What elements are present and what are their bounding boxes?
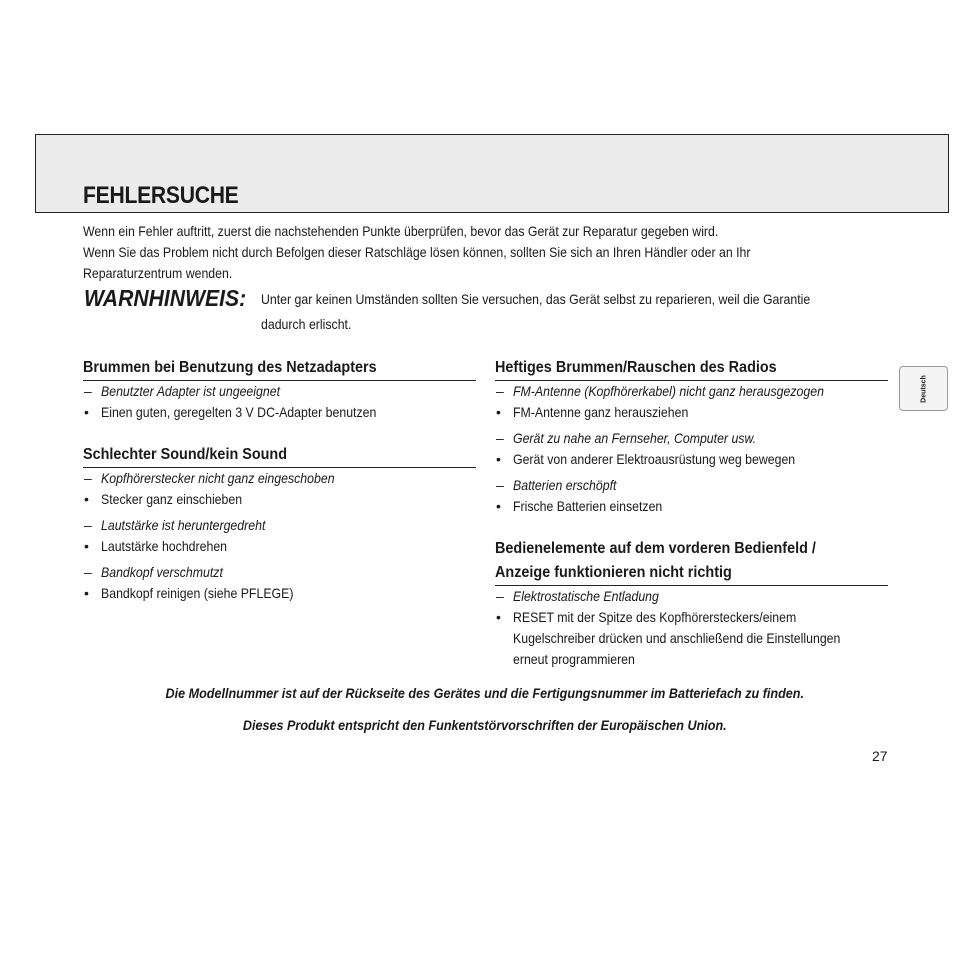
section-heading: Bedienelemente auf dem vorderen Bedienfeld / Anzeige funktionieren nicht richtig: [495, 537, 888, 586]
section-heading: Schlechter Sound/kein Sound: [83, 443, 476, 468]
intro-line-1: Wenn ein Fehler auftritt, zuerst die nachstehenden Punkte überprüfen, bevor das Gerät zur Reparatur gegeben wird.: [83, 223, 719, 239]
section-netzadapter: [83, 356, 476, 423]
fix-item: • Frische Batterien einsetzen: [496, 498, 663, 514]
eu-compliance-note: Dieses Produkt entspricht den Funkentstörvorschriften der Europäischen Union.: [242, 717, 727, 733]
page-number: 27: [872, 748, 888, 764]
warning-label: WARNHINWEIS:: [84, 285, 247, 311]
intro-line-3: Reparaturzentrum wenden.: [83, 265, 233, 281]
cause-item: – Gerät zu nahe an Fernseher, Computer usw.: [496, 430, 757, 446]
fix-item-continued: erneut programmieren: [513, 651, 635, 667]
cause-item: – Kopfhörerstecker nicht ganz eingeschoben: [84, 470, 335, 486]
fix-item-continued: Kugelschreiber drücken und anschließend die Einstellungen: [513, 630, 841, 646]
fix-item: • FM-Antenne ganz herausziehen: [496, 404, 689, 420]
warning-text-line-1: Unter gar keinen Umständen sollten Sie versuchen, das Gerät selbst zu reparieren, weil die Garantie: [261, 291, 811, 307]
cause-item: – Benutzter Adapter ist ungeeignet: [84, 383, 280, 399]
language-tab: Deutsch: [899, 366, 948, 411]
section-sound: [83, 443, 476, 604]
cause-item: – Bandkopf verschmutzt: [84, 564, 223, 580]
fix-item: • Gerät von anderer Elektroausrüstung weg bewegen: [496, 451, 796, 467]
section-radio: [495, 356, 888, 517]
cause-item: – Batterien erschöpft: [496, 477, 617, 493]
model-number-note: Die Modellnummer ist auf der Rückseite des Gerätes und die Fertigungsnummer im Batteriefach zu finden.: [165, 685, 804, 701]
fix-item: • RESET mit der Spitze des Kopfhörersteckers/einem: [496, 609, 797, 625]
section-heading: Brummen bei Benutzung des Netzadapters: [83, 356, 476, 381]
right-column: [495, 356, 888, 690]
intro-line-2: Wenn Sie das Problem nicht durch Befolgen dieser Ratschläge lösen können, sollten Sie sich an Ihren Händler oder an Ihr: [83, 244, 751, 260]
fix-item: • Stecker ganz einschieben: [84, 491, 243, 507]
cause-item: – Lautstärke ist heruntergedreht: [84, 517, 266, 533]
left-column: [83, 356, 476, 624]
warning-text-line-2: dadurch erlischt.: [261, 316, 352, 332]
fix-item: • Einen guten, geregelten 3 V DC-Adapter benutzen: [84, 404, 377, 420]
fix-item: • Bandkopf reinigen (siehe PFLEGE): [84, 585, 294, 601]
page-title: FEHLERSUCHE: [83, 182, 239, 209]
cause-item: – Elektrostatische Entladung: [496, 588, 659, 604]
section-heading: Heftiges Brummen/Rauschen des Radios: [495, 356, 888, 381]
section-bedienelemente: [495, 537, 888, 670]
fix-item: • Lautstärke hochdrehen: [84, 538, 228, 554]
cause-item: – FM-Antenne (Kopfhörerkabel) nicht ganz herausgezogen: [496, 383, 824, 399]
